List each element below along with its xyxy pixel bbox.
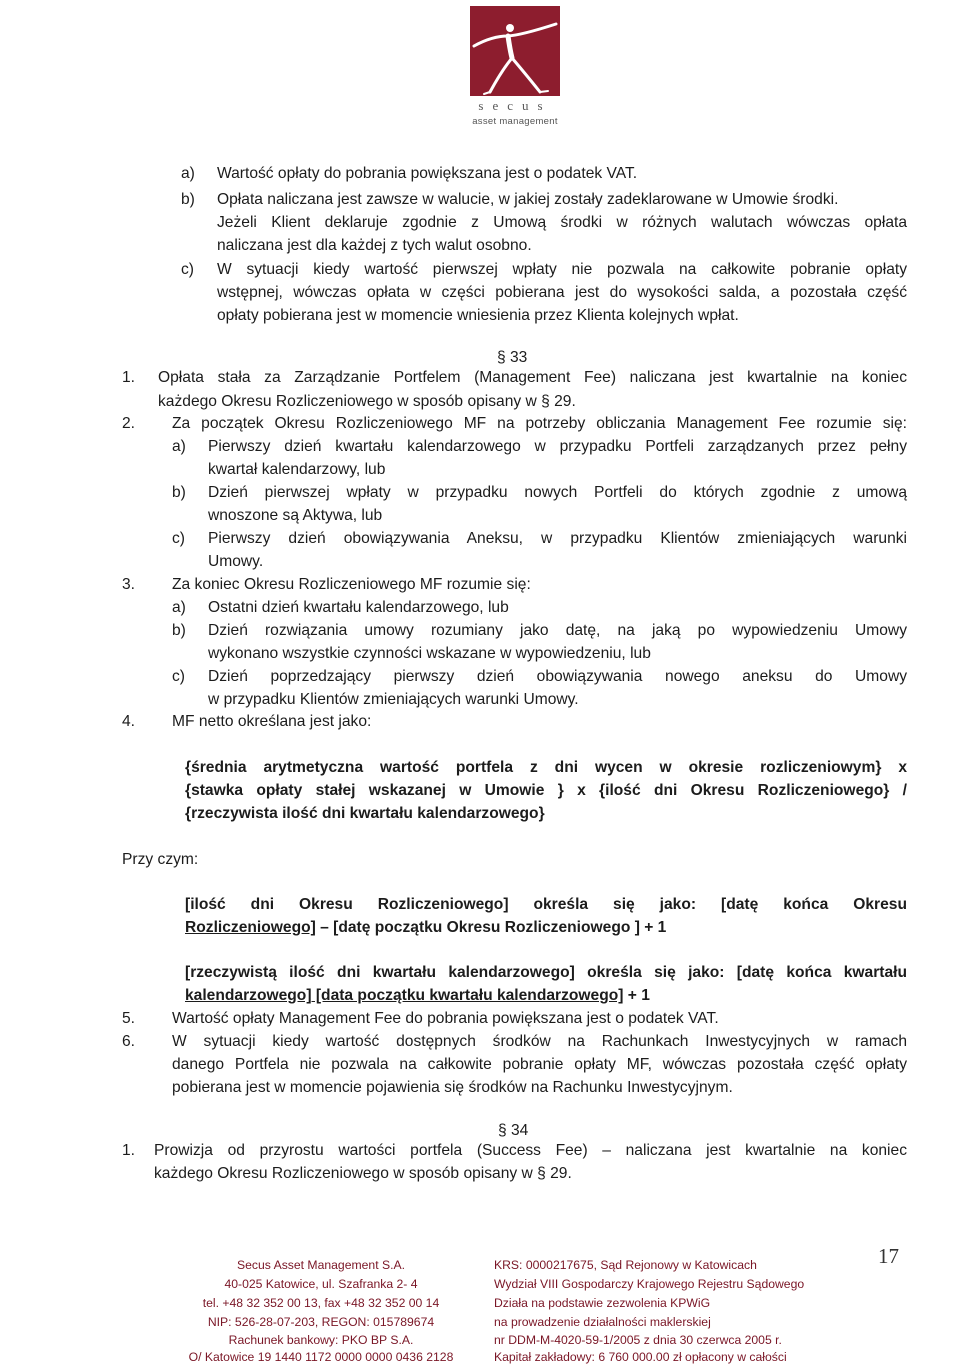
paragraph-number: 1. bbox=[122, 1142, 136, 1159]
paragraph-text: Opłata stała za Zarządzanie Portfelem (Management Fee) naliczana jest kwartalnie na koniec bbox=[158, 369, 907, 386]
footer-line: NIP: 526-28-07-203, REGON: 015789674 bbox=[207, 1315, 435, 1329]
list-marker: b) bbox=[172, 484, 186, 501]
paragraph-number: 4. bbox=[122, 713, 136, 730]
paragraph-text: W sytuacji kiedy wartość dostępnych środków na Rachunkach Inwestycyjnych w ramach bbox=[172, 1033, 907, 1050]
section-heading: § 33 bbox=[497, 349, 528, 366]
list-marker: a) bbox=[172, 599, 186, 616]
paragraph-number: 6. bbox=[122, 1033, 136, 1050]
definition-line bbox=[185, 986, 650, 1006]
list-marker: c) bbox=[181, 261, 194, 278]
list-item-text: Pierwszy dzień obowiązywania Aneksu, w przypadku Klientów zmieniających warunki bbox=[208, 530, 907, 547]
list-item-text: Ostatni dzień kwartału kalendarzowego, lub bbox=[208, 599, 509, 616]
paragraph-number: 5. bbox=[122, 1010, 136, 1027]
list-marker: c) bbox=[172, 668, 185, 685]
footer-line: O/ Katowice 19 1440 1172 0000 0000 0436 2128 bbox=[188, 1350, 454, 1364]
list-item-text: Dzień poprzedzający pierwszy dzień obowiązywania nowego aneksu do Umowy bbox=[208, 668, 907, 685]
formula-line: {średnia arytmetyczna wartość portfela z dni wycen w okresie rozliczeniowym} x bbox=[185, 759, 907, 776]
section-heading: § 34 bbox=[498, 1122, 529, 1139]
list-item-text: wnoszone są Aktywa, lub bbox=[208, 507, 383, 524]
footer-line: Kapitał zakładowy: 6 760 000.00 zł opłacony w całości bbox=[494, 1350, 787, 1364]
list-marker: c) bbox=[172, 530, 185, 547]
where-label: Przy czym: bbox=[122, 851, 199, 868]
footer-line: Secus Asset Management S.A. bbox=[236, 1258, 405, 1272]
list-item-text: Wartość opłaty do pobrania powiększana jest o podatek VAT. bbox=[217, 165, 638, 182]
list-marker: a) bbox=[172, 438, 186, 455]
paragraph-text: Wartość opłaty Management Fee do pobrania powiększana jest o podatek VAT. bbox=[172, 1010, 719, 1027]
paragraph-number: 3. bbox=[122, 576, 136, 593]
definition-line bbox=[185, 918, 666, 938]
list-item-text: opłaty pobierana jest w momencie wniesienia przez Klienta kolejnych wpłat. bbox=[217, 307, 739, 324]
logo-subtitle: asset management bbox=[472, 116, 558, 127]
definition-line: [ilość dni Okresu Rozliczeniowego] określa się jako: [datę końca Okresu bbox=[185, 896, 907, 913]
page-number: 17 bbox=[878, 1244, 899, 1268]
list-marker: b) bbox=[172, 622, 186, 639]
formula-line: {rzeczywista ilość dni kwartału kalendarzowego} bbox=[185, 805, 545, 822]
list-item-text: Umowy. bbox=[208, 553, 264, 570]
list-item-text: Opłata naliczana jest zawsze w walucie, w jakiej zostały zadeklarowane w Umowie środki. bbox=[217, 191, 839, 208]
list-item-text: Jeżeli Klient deklaruje zgodnie z Umową środki w różnych walutach wówczas opłata bbox=[217, 214, 907, 231]
list-item-text: W sytuacji kiedy wartość pierwszej wpłaty nie pozwala na całkowite pobranie opłaty bbox=[217, 261, 907, 278]
footer-line: nr DDM-M-4020-59-1/2005 z dnia 30 czerwca 2005 r. bbox=[494, 1333, 782, 1347]
paragraph-text: każdego Okresu Rozliczeniowego w sposób opisany w § 29. bbox=[158, 393, 576, 410]
paragraph-text: Za koniec Okresu Rozliczeniowego MF rozumie się: bbox=[172, 576, 531, 593]
list-item-text: kwartał kalendarzowy, lub bbox=[208, 461, 386, 478]
definition-line: [rzeczywistą ilość dni kwartału kalendarzowego] określa się jako: [datę końca kwartału bbox=[185, 964, 907, 981]
formula-line: {stawka opłaty stałej wskazanej w Umowie } x {ilość dni Okresu Rozliczeniowego} / bbox=[185, 782, 907, 799]
definition-term: [data początku kwartału kalendarzowego] bbox=[311, 987, 624, 1004]
logo-wordmark: secus bbox=[478, 98, 552, 113]
logo-emblem bbox=[470, 6, 560, 96]
list-marker: b) bbox=[181, 191, 195, 208]
paragraph-number: 1. bbox=[122, 369, 136, 386]
footer-line: Wydział VIII Gospodarczy Krajowego Rejestru Sądowego bbox=[494, 1277, 805, 1291]
paragraph-text: Prowizja od przyrostu wartości portfela (Success Fee) – naliczana jest kwartalnie na koniec bbox=[154, 1142, 907, 1159]
definition-term: Rozliczeniowego] bbox=[185, 919, 316, 936]
paragraph-text: danego Portfela nie pozwala na całkowite pobranie opłaty MF, wówczas pozostała część opłaty bbox=[172, 1056, 907, 1073]
footer-line: tel. +48 32 352 00 13, fax +48 32 352 00 14 bbox=[202, 1296, 440, 1310]
paragraph-text: pobierana jest w momencie pojawienia się środków na Rachunku Inwestycyjnym. bbox=[172, 1079, 733, 1096]
list-item-text: wstępnej, wówczas opłata w części pobierana jest do wysokości salda, a pozostała część bbox=[217, 284, 907, 301]
list-item-text: w przypadku Klientów zmieniających warunki Umowy. bbox=[208, 691, 579, 708]
definition-term: kalendarzowego] bbox=[185, 987, 312, 1004]
list-item-text: wykonano wszystkie czynności wskazane w wypowiedzeniu, lub bbox=[208, 645, 651, 662]
paragraph-text: MF netto określana jest jako: bbox=[172, 713, 372, 730]
list-item-text: Dzień pierwszej wpłaty w przypadku nowych Portfeli do których zgodnie z umową bbox=[208, 484, 907, 501]
list-item-text: Dzień rozwiązania umowy rozumiany jako datę, na jaką po wypowiedzeniu Umowy bbox=[208, 622, 907, 639]
dancer-figure-icon bbox=[470, 6, 560, 96]
list-item-text: Pierwszy dzień kwartału kalendarzowego w przypadku Portfeli zarządzanych przez pełny bbox=[208, 438, 907, 455]
footer-line: Rachunek bankowy: PKO BP S.A. bbox=[228, 1333, 414, 1347]
list-item-text: naliczana jest dla każdej z tych walut osobno. bbox=[217, 237, 532, 254]
list-marker: a) bbox=[181, 165, 195, 182]
definition-rest: – [datę początku Okresu Rozliczeniowego ] + 1 bbox=[315, 919, 667, 936]
paragraph-text: Za początek Okresu Rozliczeniowego MF na potrzeby obliczania Management Fee rozumie się: bbox=[172, 415, 907, 432]
definition-rest: + 1 bbox=[623, 987, 650, 1004]
footer-line: 40-025 Katowice, ul. Szafranka 2- 4 bbox=[224, 1277, 418, 1291]
footer-line: Działa na podstawie zezwolenia KPWiG bbox=[494, 1296, 711, 1310]
footer-line: KRS: 0000217675, Sąd Rejonowy w Katowicach bbox=[494, 1258, 757, 1272]
company-logo bbox=[462, 6, 568, 126]
footer-line: na prowadzenie działalności maklerskiej bbox=[494, 1315, 711, 1329]
paragraph-text: każdego Okresu Rozliczeniowego w sposób opisany w § 29. bbox=[154, 1165, 572, 1182]
paragraph-number: 2. bbox=[122, 415, 136, 432]
